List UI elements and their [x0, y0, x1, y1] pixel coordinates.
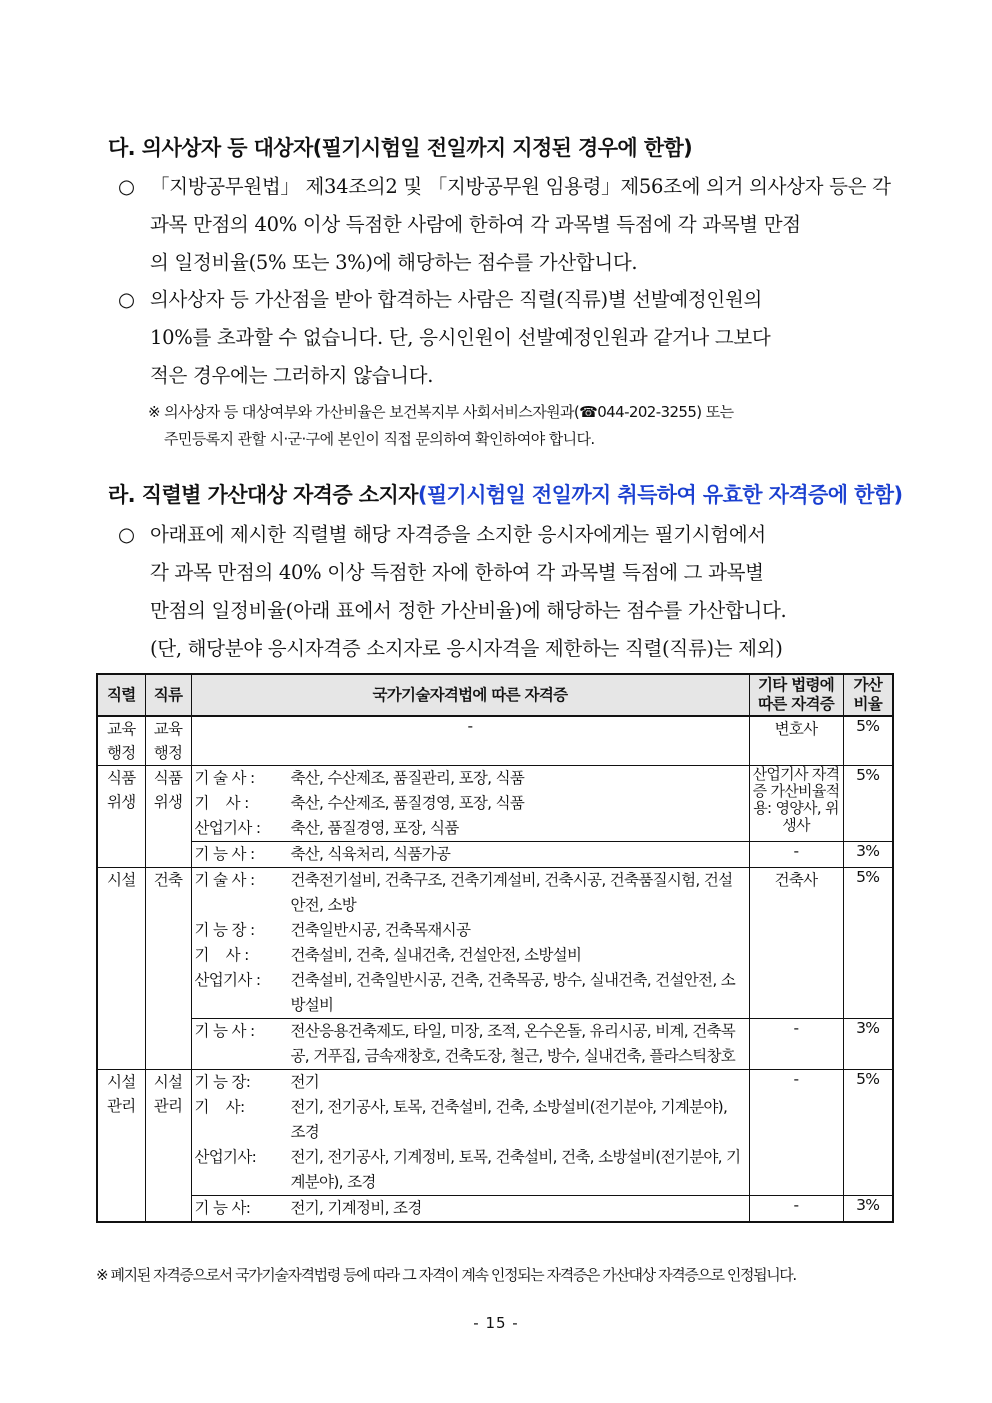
- table-row: [97, 766, 893, 842]
- cert-list: 전기: [290, 1073, 320, 1091]
- cell-rate: 5%: [843, 766, 893, 842]
- header-other-cert: 기타 법령에 따른 자격증: [749, 674, 843, 716]
- cert-list: 전기, 전기공사, 토목, 건축설비, 건축, 소방설비(전기분야, 기계분야), 조경: [290, 1098, 728, 1141]
- grade-label: 기 능 장 :: [194, 921, 255, 939]
- table-row: [97, 716, 893, 766]
- cell-other: -: [749, 1196, 843, 1223]
- cell-other: -: [749, 1070, 843, 1196]
- bullet-icon: ○: [118, 175, 135, 198]
- cell-other: -: [749, 1019, 843, 1070]
- cell-series: 식품 위생: [97, 766, 145, 868]
- grade-label: 기 사:: [194, 1098, 245, 1116]
- grade-label: 기 술 사 :: [194, 769, 255, 787]
- cell-other: -: [749, 842, 843, 868]
- cell-rate: 3%: [843, 1019, 893, 1070]
- section-ra-paragraph: [118, 516, 898, 668]
- grade-label: 산업기사 :: [194, 971, 261, 989]
- grade-label: 기 술 사 :: [194, 871, 255, 889]
- cell-national: [191, 1019, 749, 1070]
- bullet-icon: ○: [118, 288, 135, 311]
- text-line: 과목 만점의 40% 이상 득점한 사람에 한하여 각 과목별 득점에 각 과목별 만점: [150, 213, 801, 236]
- cert-list: 전기, 전기공사, 기계정비, 토목, 건축설비, 건축, 소방설비(전기분야, 기계분야), 조경: [290, 1148, 741, 1191]
- text-line: 아래표에 제시한 직렬별 해당 자격증을 소지한 응시자에게는 필기시험에서: [150, 523, 766, 546]
- grade-label: 산업기사:: [194, 1148, 257, 1166]
- cell-other: 산업기사 자격증 가산비율적용: 영양사, 위생사: [749, 766, 843, 842]
- table-row: [97, 868, 893, 1019]
- text-line: 각 과목 만점의 40% 이상 득점한 자에 한하여 각 과목별 득점에 그 과목별: [150, 561, 764, 584]
- note-line: ※ 의사상자 등 대상여부와 가산비율은 보건복지부 사회서비스자원과(☎044-202-3255) 또는: [148, 403, 734, 421]
- grade-label: 기 능 사 :: [194, 845, 255, 863]
- note-line: 주민등록지 관할 시·군·구에 본인이 직접 문의하여 확인하여야 합니다.: [164, 430, 595, 448]
- page-number: - 15 -: [473, 1314, 519, 1332]
- section-ra-title: [108, 479, 902, 509]
- cell-rate: 3%: [843, 1196, 893, 1223]
- cell-national: [191, 766, 749, 842]
- cell-series: 시설: [97, 868, 145, 1070]
- cert-list: 축산, 수산제조, 품질경영, 포장, 식품: [290, 794, 525, 812]
- cell-rate: 5%: [843, 1070, 893, 1196]
- text-line: 적은 경우에는 그러하지 않습니다.: [150, 364, 434, 387]
- cert-list: 전산응용건축제도, 타일, 미장, 조적, 온수온돌, 유리시공, 비계, 건축목공, 거푸집, 금속재창호, 건축도장, 철근, 방수, 실내건축, 플라스틱창호: [290, 1022, 736, 1065]
- section-da-title: 다. 의사상자 등 대상자(필기시험일 전일까지 지정된 경우에 한함): [108, 136, 693, 160]
- cell-class: 식품 위생: [145, 766, 191, 868]
- cell-class: 건축: [145, 868, 191, 1070]
- table-row: [97, 1070, 893, 1196]
- cell-rate: 3%: [843, 842, 893, 868]
- cell-national: [191, 868, 749, 1019]
- table-row: [97, 1196, 893, 1223]
- table-footnote: ※ 폐지된 자격증으로서 국가기술자격법령 등에 따라 그 자격이 계속 인정되는 자격증은 가산대상 자격증으로 인정됩니다.: [96, 1266, 796, 1284]
- grade-label: 기 능 사 :: [194, 1022, 255, 1040]
- grade-label: 기 사 :: [194, 794, 249, 812]
- cert-list: 건축전기설비, 건축구조, 건축기계설비, 건축시공, 건축품질시험, 건설안전, 소방: [290, 871, 733, 914]
- cell-rate: 5%: [843, 716, 893, 766]
- bullet-icon: ○: [118, 523, 135, 546]
- cert-list: 축산, 품질경영, 포장, 식품: [290, 819, 459, 837]
- text-line: 10%를 초과할 수 없습니다. 단, 응시인원이 선발예정인원과 같거나 그보다: [150, 326, 771, 349]
- cell-other: 건축사: [749, 868, 843, 1019]
- text-line: 의 일정비율(5% 또는 3%)에 해당하는 점수를 가산합니다.: [150, 251, 638, 274]
- header-series: 직렬: [97, 674, 145, 716]
- cell-rate: 5%: [843, 868, 893, 1019]
- cell-national: [191, 1070, 749, 1196]
- section-ra-title-main: 라. 직렬별 가산대상 자격증 소지자: [108, 483, 418, 507]
- header-class: 직류: [145, 674, 191, 716]
- section-ra-title-condition: (필기시험일 전일까지 취득하여 유효한 자격증에 한함): [417, 483, 903, 507]
- cert-list: 건축설비, 건축일반시공, 건축, 건축목공, 방수, 실내건축, 건설안전, 소방설비: [290, 971, 736, 1014]
- grade-label: 기 능 사:: [194, 1199, 251, 1217]
- cert-list: 축산, 식육처리, 식품가공: [290, 845, 451, 863]
- cell-national: [191, 1196, 749, 1223]
- table-row: [97, 842, 893, 868]
- cell-national: -: [191, 716, 749, 766]
- header-national-cert: 국가기술자격법에 따른 자격증: [191, 674, 749, 716]
- table-row: [97, 1019, 893, 1070]
- cell-national: [191, 842, 749, 868]
- cert-list: 전기, 기계정비, 조경: [290, 1199, 422, 1217]
- section-da-paragraph-2: [118, 281, 898, 395]
- cell-class: 교육 행정: [145, 716, 191, 766]
- cell-series: 시설 관리: [97, 1070, 145, 1223]
- text-line: 「지방공무원법」 제34조의2 및 「지방공무원 임용령」제56조에 의거 의사상자 등은 각: [150, 175, 891, 198]
- cert-list: 건축일반시공, 건축목재시공: [290, 921, 471, 939]
- text-line: (단, 해당분야 응시자격증 소지자로 응시자격을 제한하는 직렬(직류)는 제외): [150, 637, 783, 660]
- cell-class: 시설 관리: [145, 1070, 191, 1223]
- cert-list: 건축설비, 건축, 실내건축, 건설안전, 소방설비: [290, 946, 582, 964]
- cert-list: 축산, 수산제조, 품질관리, 포장, 식품: [290, 769, 525, 787]
- certificate-bonus-table: [96, 673, 894, 1223]
- cell-series: 교육 행정: [97, 716, 145, 766]
- section-da-note: [148, 399, 734, 453]
- cell-other: 변호사: [749, 716, 843, 766]
- grade-label: 산업기사 :: [194, 819, 261, 837]
- section-da-paragraph-1: [118, 168, 898, 282]
- grade-label: 기 사 :: [194, 946, 249, 964]
- header-rate: 가산 비율: [843, 674, 893, 716]
- text-line: 만점의 일정비율(아래 표에서 정한 가산비율)에 해당하는 점수를 가산합니다.: [150, 599, 787, 622]
- text-line: 의사상자 등 가산점을 받아 합격하는 사람은 직렬(직류)별 선발예정인원의: [150, 288, 763, 311]
- grade-label: 기 능 장:: [194, 1073, 251, 1091]
